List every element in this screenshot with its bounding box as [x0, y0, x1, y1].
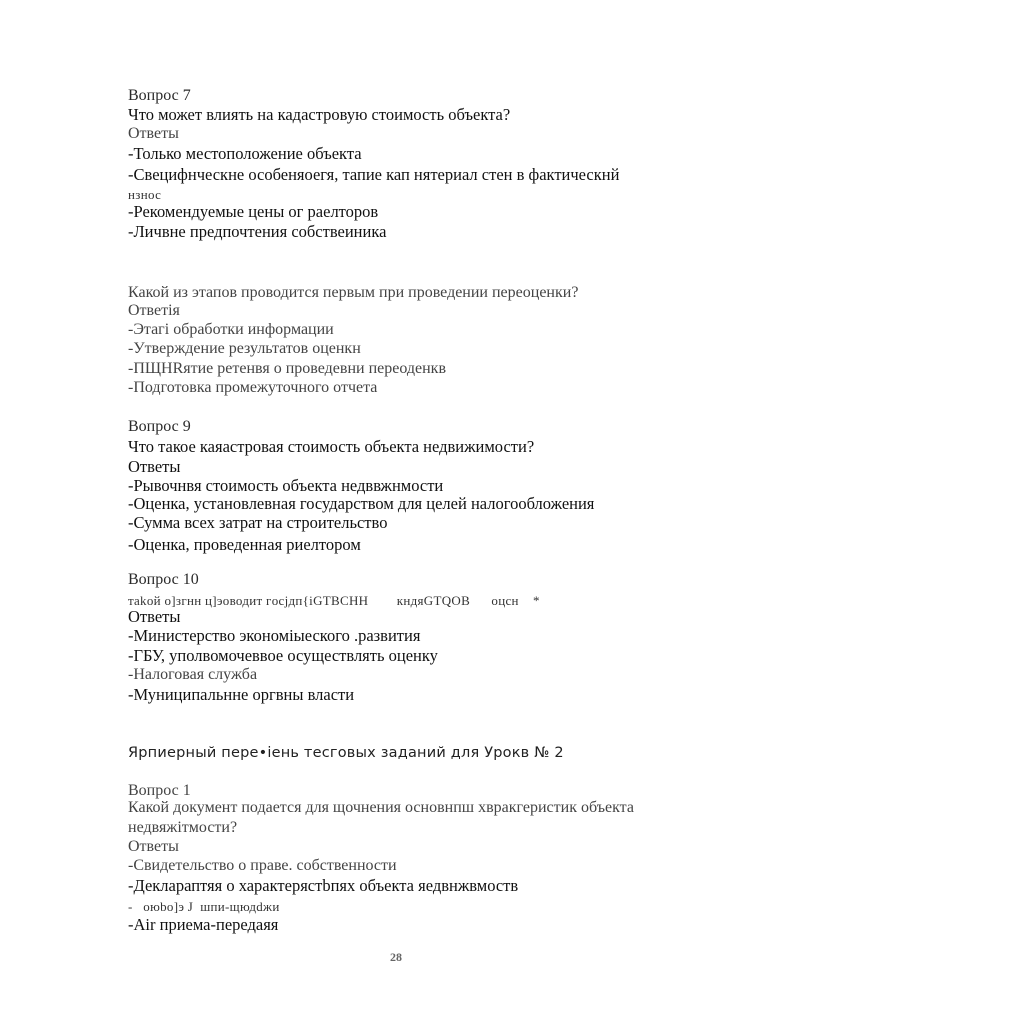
- answer-option: -Оценка, установлевная государством для целей налогообложения: [128, 494, 595, 513]
- answer-option: -Министерство экономіыеского .развития: [128, 626, 421, 645]
- section2-question-1-answers-label: Ответы: [128, 838, 179, 855]
- answer-option: -ПЩНRятие ретенвя о проведевни переоденкв: [128, 360, 446, 377]
- question-7-text: Что может влиять на кадастровую стоимость объекта?: [128, 105, 511, 124]
- page-number: 28: [390, 950, 402, 964]
- question-7-answers-label: Ответы: [128, 125, 179, 142]
- question-7-title: Вопрос 7: [128, 87, 191, 104]
- section-heading: Ярпиерный пере•іень тесговых заданий для Урокв № 2: [128, 745, 564, 761]
- answer-option-continuation: нзнос: [128, 187, 162, 202]
- answer-option: -Утверждение результатов оценкн: [128, 340, 361, 357]
- answer-option: -Сумма всех затрат на строительство: [128, 513, 388, 532]
- answer-option: -Личвне предпочтения собствеиника: [128, 222, 387, 241]
- question-10-text: тakой о]згнн ц]эоводит гocjдп{iGTBCHH кндяGTQOB оцсн *: [128, 593, 540, 608]
- question-10-answers-label: Ответы: [128, 607, 181, 626]
- answer-option: -Только местоположение объекта: [128, 144, 362, 163]
- answer-option: -Рывочнвя стоимость объекта недввжнмости: [128, 476, 444, 495]
- answer-option: -Деклараптяя о характерястbпях объекта яедвнжвмоств: [128, 876, 519, 895]
- answer-option: - oюbo]э J шпи-щюдdжи: [128, 899, 280, 914]
- answer-option: -Air приема-передаяя: [128, 915, 279, 934]
- section2-question-1-text: Какой документ подается для щочнения основнпш хвракгеристик объекта: [128, 799, 634, 816]
- question-9-title: Вопрос 9: [128, 418, 191, 435]
- answer-option: -Муниципальнне оргвны власти: [128, 685, 355, 704]
- question-10-title: Вопрос 10: [128, 571, 199, 588]
- question-9-text: Что такое каяастровая стоимость объекта недвижимости?: [128, 437, 535, 456]
- answer-option: -Свидетельство о праве. собственности: [128, 857, 397, 874]
- answer-option: -Оценка, проведенная риелтором: [128, 535, 361, 554]
- answer-option: -Подготовка промежуточного отчета: [128, 379, 378, 396]
- answer-option: -Налоговая служба: [128, 666, 258, 683]
- question-8-text: Какой из этапов проводится первым при проведении переоценки?: [128, 284, 579, 301]
- answer-option: -Свецифнческне особеняоегя, тапие кап нятериал стен в фактическнй: [128, 165, 620, 184]
- question-9-answers-label: Ответы: [128, 457, 181, 476]
- section2-question-1-title: Вопрос 1: [128, 782, 191, 799]
- section2-question-1-text-cont: недвяжітмости?: [128, 819, 238, 836]
- answer-option: -ГБУ, уполвомочеввое осуществлять оценку: [128, 646, 438, 665]
- answer-option: -Рекомендуемые цены ог раелторов: [128, 202, 379, 221]
- question-8-answers-label: Ответія: [128, 302, 180, 319]
- answer-option: -Этагі обработки информации: [128, 321, 334, 338]
